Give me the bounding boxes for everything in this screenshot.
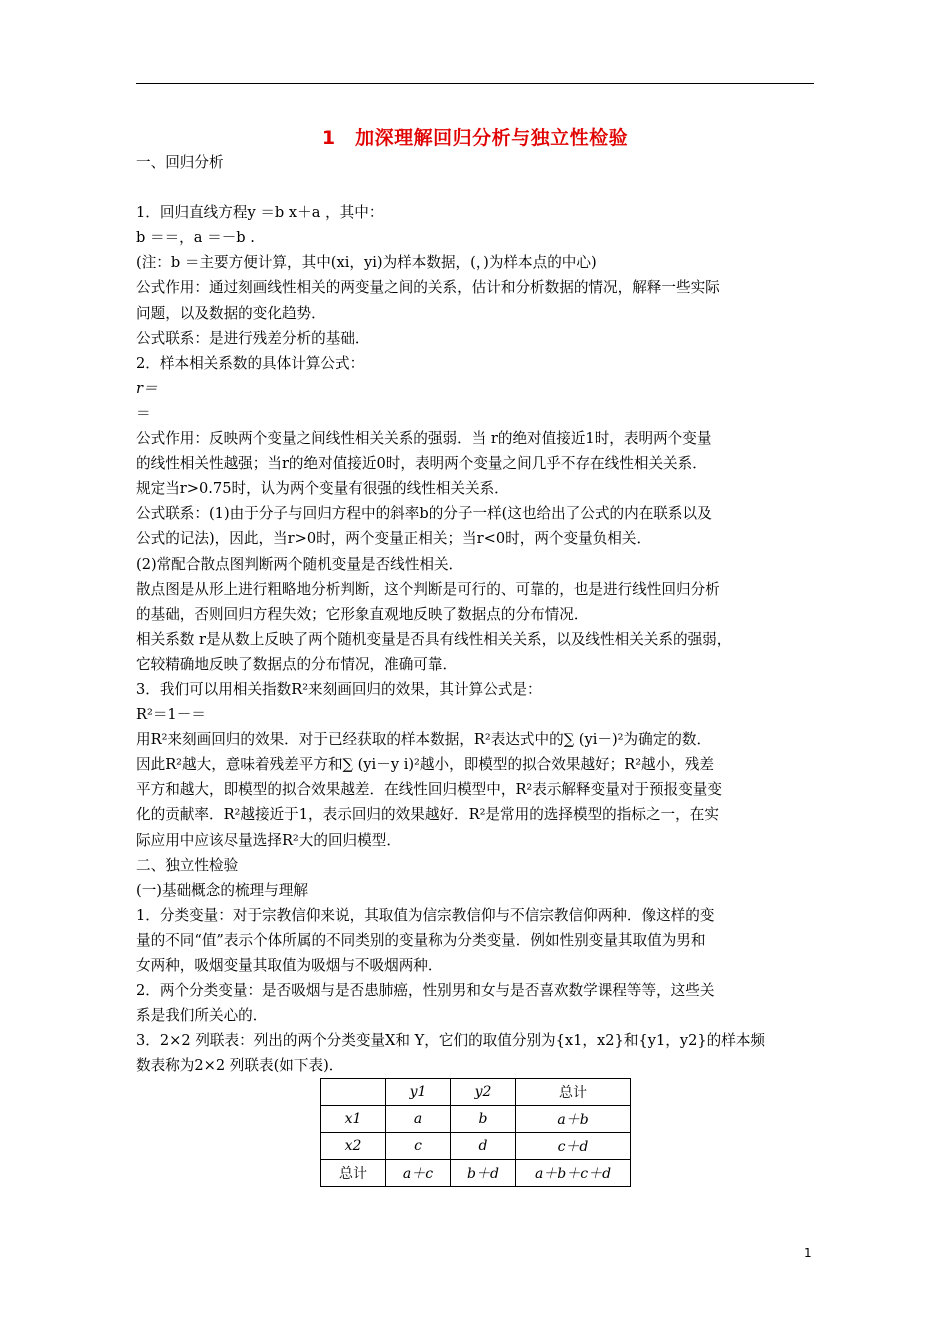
- text-line: (2)常配合散点图判断两个随机变量是否线性相关．: [136, 555, 464, 573]
- text-line: [136, 175, 816, 200]
- page-title: 1 加深理解回归分析与独立性检验: [321, 127, 629, 149]
- table-cell: a＋b: [516, 1106, 631, 1133]
- contingency-table: [320, 1078, 631, 1187]
- table-cell: x2: [321, 1133, 386, 1160]
- text-line: 2．两个分类变量：是否吸烟与是否患肺癌，性别男和女与是否喜欢数学课程等等，这些关: [136, 982, 715, 1000]
- text-line: 的线性相关性越强；当r的绝对值接近0时，表明两个变量之间几乎不存在线性相关关系．: [136, 455, 707, 473]
- text-line: 3．2×2 列联表：列出的两个分类变量X和 Y，它们的取值分别为{x1，x2}和{y1，y2}的样本频: [136, 1032, 766, 1050]
- table-cell: a＋b＋c＋d: [516, 1160, 631, 1187]
- table-cell: c: [386, 1133, 451, 1160]
- text-line: 1．分类变量：对于宗教信仰来说，其取值为信宗教信仰与不信宗教信仰两种．像这样的变: [136, 906, 715, 924]
- table-cell: c＋d: [516, 1133, 631, 1160]
- text-line: 平方和越大，即模型的拟合效果越差．在线性回归模型中，R²表示解释变量对于预报变量变: [136, 781, 722, 799]
- table-cell: d: [451, 1133, 516, 1160]
- text-line: 公式联系：(1)由于分子与回归方程中的斜率b的分子一样(这也给出了公式的内在联系以及: [136, 505, 712, 523]
- text-line: b ＝＝，a ＝－b .: [136, 229, 255, 247]
- page-number: 1: [804, 1246, 812, 1260]
- text-line: 公式联系：是进行残差分析的基础．: [136, 329, 370, 347]
- text-line: 2．样本相关系数的具体计算公式：: [136, 354, 365, 372]
- text-line: 用R²来刻画回归的效果．对于已经获取的样本数据，R²表达式中的∑ (yi－)²为确定的数．: [136, 731, 712, 749]
- table-row: [321, 1160, 631, 1187]
- table-cell: b: [451, 1106, 516, 1133]
- text-line: 因此R²越大，意味着残差平方和∑ (yi－y i)²越小，即模型的拟合效果越好；R²越小，残差: [136, 756, 715, 774]
- text-line: 规定当r>0.75时，认为两个变量有很强的线性相关关系．: [136, 480, 509, 498]
- text-line: ＝: [136, 404, 151, 422]
- table-cell: x1: [321, 1106, 386, 1133]
- text-line: 一、回归分析: [136, 154, 224, 171]
- table-cell: a: [386, 1106, 451, 1133]
- table-cell: a＋c: [386, 1160, 451, 1187]
- text-line: 系是我们所关心的．: [136, 1007, 268, 1025]
- text-line: (注：b ＝主要方便计算，其中(xi，yi)为样本数据，(，)为样本点的中心): [136, 254, 597, 272]
- text-line: 量的不同“值”表示个体所属的不同类别的变量称为分类变量．例如性别变量其取值为男和: [136, 931, 706, 949]
- text-line: 公式作用：通过刻画线性相关的两变量之间的关系，估计和分析数据的情况，解释一些实际: [136, 279, 720, 297]
- table-header-row: [321, 1079, 631, 1106]
- text-line: 问题，以及数据的变化趋势．: [136, 304, 326, 322]
- body-text: [136, 150, 816, 1078]
- text-line: 公式作用：反映两个变量之间线性相关关系的强弱．当 r的绝对值接近1时，表明两个变量: [136, 430, 712, 448]
- text-line: 二、独立性检验: [136, 856, 239, 874]
- text-line: r＝: [136, 379, 158, 397]
- text-line: 相关系数 r是从数上反映了两个随机变量是否具有线性相关关系，以及线性相关关系的强弱，: [136, 630, 732, 648]
- table-row: [321, 1106, 631, 1133]
- text-line: 3．我们可以用相关指数R²来刻画回归的效果，其计算公式是：: [136, 680, 542, 698]
- text-line: 女两种，吸烟变量其取值为吸烟与不吸烟两种．: [136, 957, 443, 974]
- text-line: R²＝1－＝: [136, 706, 206, 724]
- text-line: 散点图是从形上进行粗略地分析判断，这个判断是可行的、可靠的，也是进行线性回归分析: [136, 580, 720, 598]
- text-line: 1．回归直线方程y ＝b x＋a ，其中：: [136, 204, 384, 222]
- text-line: 的基础，否则回归方程失效；它形象直观地反映了数据点的分布情况．: [136, 605, 589, 623]
- header-rule: [136, 83, 814, 84]
- table-header-cell: 总计: [516, 1079, 631, 1106]
- text-line: 数表称为2×2 列联表(如下表)．: [136, 1057, 344, 1075]
- table-header-cell: [321, 1079, 386, 1106]
- text-line: 它较精确地反映了数据点的分布情况，准确可靠．: [136, 655, 458, 673]
- table-header-cell: y1: [386, 1079, 451, 1106]
- table-row: [321, 1133, 631, 1160]
- text-line: (一)基础概念的梳理与理解: [136, 881, 308, 899]
- table-cell: b＋d: [451, 1160, 516, 1187]
- table-header-cell: y2: [451, 1079, 516, 1106]
- text-line: 际应用中应该尽量选择R²大的回归模型．: [136, 831, 401, 849]
- text-line: 公式的记法)，因此，当r>0时，两个变量正相关；当r<0时，两个变量负相关．: [136, 530, 652, 548]
- table-cell: 总计: [321, 1160, 386, 1187]
- text-line: 化的贡献率．R²越接近于1，表示回归的效果越好．R²是常用的选择模型的指标之一，在实: [136, 806, 719, 824]
